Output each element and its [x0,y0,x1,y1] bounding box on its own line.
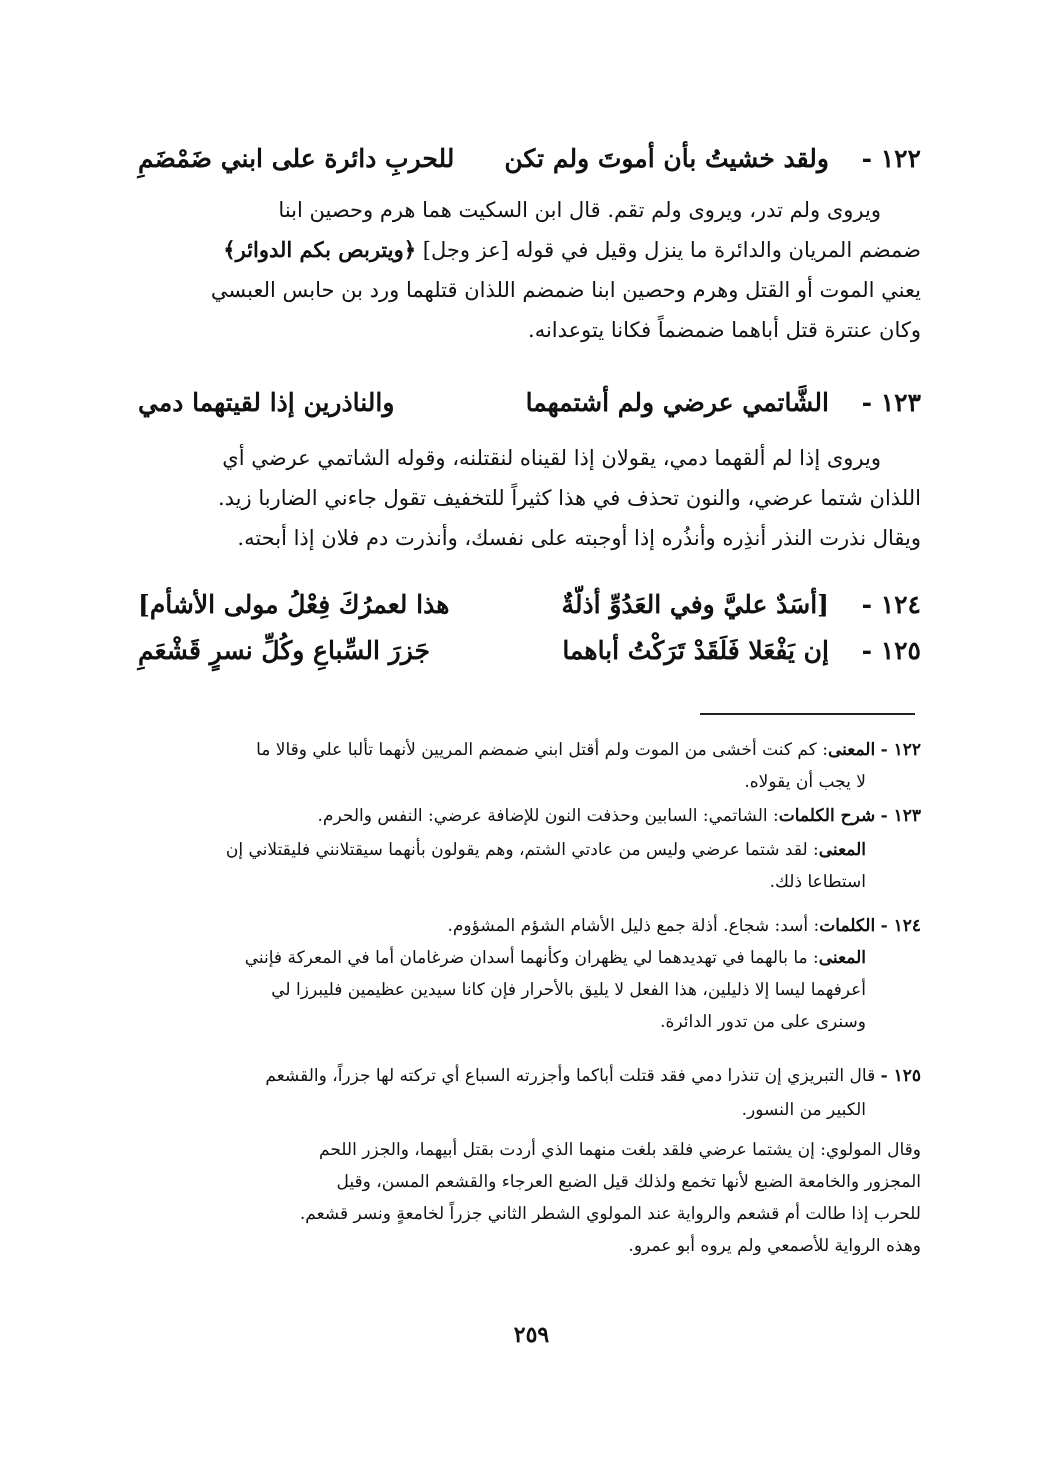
footnote-label: الكلمات [819,916,876,936]
footnote-number: ١٢٣ - [880,806,921,826]
verse-second-hemistich: جَزرَ السِّباعِ وكُلِّ نسرٍ قَشْعَمِ [138,635,430,665]
footnote-text: وهذه الرواية للأصمعي ولم يروه أبو عمرو. [628,1236,921,1256]
footnote-123 [138,800,921,832]
verse-122 [138,136,921,180]
footnote-label: المعنى [827,740,876,760]
footnote-text: أعرفهما ليسا إلا ذليلين، هذا الفعل لا يليق بالأحرار فإن كانا سيدين عظيمين فليبرزا لي [271,980,866,1000]
footnote-text: : الشاتمي: السابين وحذفت النون للإضافة عرضي: النفس والحرم. [317,806,779,826]
verse-number: ١٢٣ - [861,387,921,417]
footnote-125 [138,1060,921,1092]
footnote-122-cont [138,766,866,798]
verse-123 [138,380,921,424]
footnote-text: : لقد شتما عرضي وليس من عادتي الشتم، وهم يقولون بأنهما سيقتلانني فليقتلاني إن [225,840,819,860]
verse-second-hemistich: للحربِ دائرة على ابني ضَمْضَمِ [138,143,455,173]
footnote-text: وسنرى على من تدور الدائرة. [660,1012,866,1032]
commentary-line: اللذان شتما عرضي، والنون تحذف في هذا كثيراً للتخفيف تقول جاءني الضاربا زيد. [217,486,921,510]
footnote-text: لا يجب أن يقولاه. [744,772,866,792]
page-number: ٢٥٩ [513,1322,550,1348]
commentary-line: ويروى ولم تدر، ويروى ولم تقم. قال ابن السكيت هما هرم وحصين ابنا [278,198,881,222]
commentary-line: يعني الموت أو القتل وهرم وحصين ابنا ضمضم اللذان قتلهما ورد بن حابس العبسي [210,278,921,302]
footnote-label: المعنى [818,948,866,968]
verse-number: ١٢٥ - [861,635,921,665]
verse-second-hemistich: والناذرين إذا لقيتهما دمي [138,387,395,417]
footnote-label: شرح الكلمات [778,806,876,826]
commentary-line: ويروى إذا لم ألقهما دمي، يقولان إذا لقيناه لنقتلنه، وقوله الشاتمي عرضي أي [222,446,881,470]
footnote-125-mawlawi [138,1134,921,1262]
footnote-text: استطاعا ذلك. [769,872,866,892]
verse-second-hemistich: هذا لعمرُكَ فِعْلُ مولى الأشأم] [138,589,450,619]
commentary-line: ضمضم المريان والدائرة ما ينزل وقيل في قوله [عز وجل] [422,238,921,262]
footnote-124-cont [138,942,866,1038]
commentary-paragraph-122 [138,190,921,350]
verse-first-hemistich: [أسَدٌ عليَّ وفي العَدُوِّ أذلّةٌ [561,589,829,619]
footnote-number: ١٢٥ - [880,1066,921,1086]
footnote-122 [138,734,921,766]
footnote-text: : كم كنت أخشى من الموت ولم أقتل ابني ضمضم المريين لأنهما تألبا علي وقالا ما [256,740,828,760]
footnote-124 [138,910,921,942]
footnote-text: الكبير من النسور. [741,1100,866,1120]
footnote-text: المجزور والخامعة الضبع لأنها تخمع ولذلك قيل الضبع العرجاء والقشعم المسن، وقيل [336,1172,921,1192]
verse-number: ١٢٢ - [861,143,921,173]
footnote-text: وقال المولوي: إن يشتما عرضي فلقد بلغت منهما الذي أردت بقتل أبيهما، والجزر اللحم [319,1140,921,1160]
footnote-text: : أسد: شجاع. أذلة جمع ذليل الأشام الشؤم المشؤوم. [447,916,820,936]
footnote-number: ١٢٤ - [880,916,921,936]
footnote-125-cont [138,1094,866,1126]
footnote-text: للحرب إذا طالت أم قشعم والرواية عند المولوي الشطر الثاني جزراً لخامعةٍ ونسر قشعم. [299,1204,921,1224]
commentary-paragraph-123 [138,438,921,558]
quran-quote: ﴿ويتربص بكم الدوائر﴾ [223,237,417,262]
verse-first-hemistich: إن يَفْعَلا فَلَقَدْ تَرَكْتُ أباهما [562,635,829,665]
verse-number: ١٢٤ - [861,589,921,619]
verse-first-hemistich: ولقد خشيتُ بأن أموتَ ولم تكن [504,143,829,173]
footnote-separator [700,713,915,715]
footnote-text: : ما بالهما في تهديدهما لي يظهران وكأنهما أسدان ضرغامان أما في المعركة فإنني [244,948,819,968]
commentary-line: ويقال نذرت النذر أنذِره وأنذُره إذا أوجبته على نفسك، وأنذرت دم فلان إذا أبحته. [237,526,921,550]
footnote-123-cont [138,834,866,898]
footnote-number: ١٢٢ - [880,740,921,760]
verse-125 [138,628,921,672]
footnote-label: المعنى [818,840,866,860]
commentary-line: وكان عنترة قتل أباهما ضمضماً فكانا يتوعدانه. [528,318,921,342]
verse-first-hemistich: الشَّاتمي عرضي ولم أشتمهما [525,387,829,417]
footnote-text: قال التبريزي إن تنذرا دمي فقد قتلت أباكما وأجزرته السباع أي تركته لها جزراً، والقشعم [265,1066,876,1086]
verse-124 [138,582,921,626]
